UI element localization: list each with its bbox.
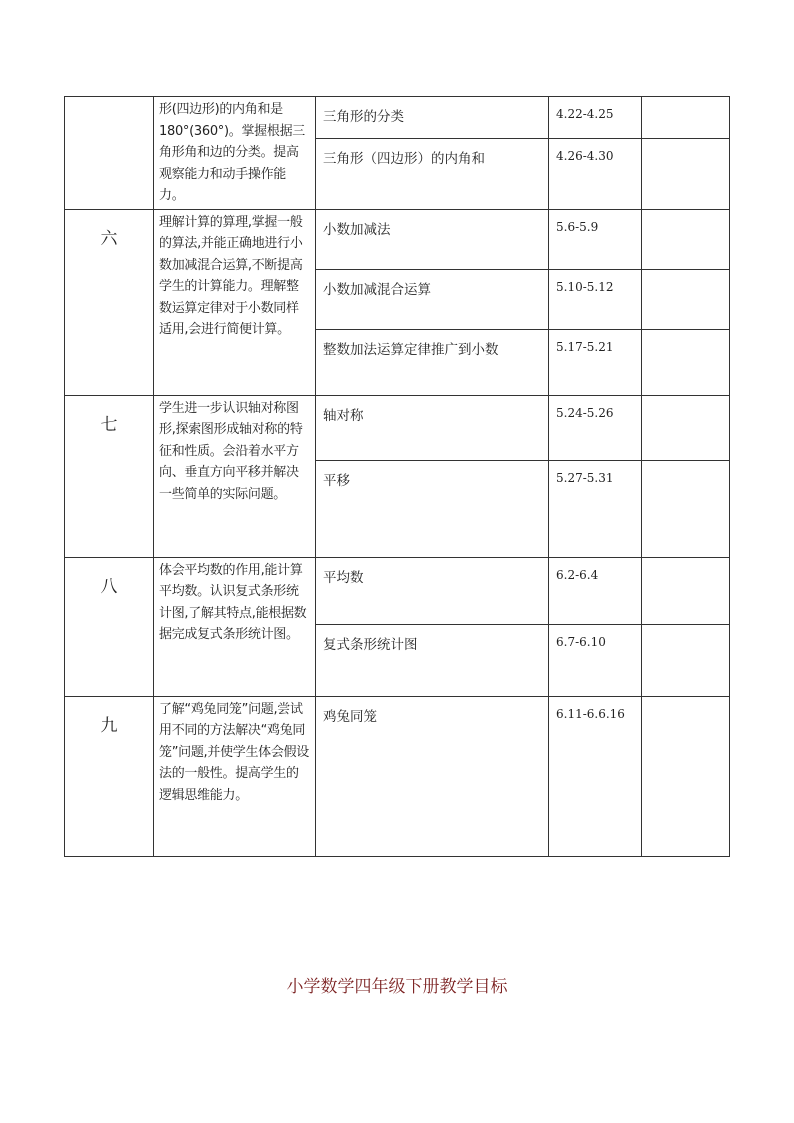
- goal-cell: 理解计算的算理,掌握一般的算法,并能正确地进行小数加减混合运算,不断提高学生的计算能力。理解整数运算定律对于小数同样适用,会进行简便计算。: [154, 209, 316, 395]
- date-cell: 5.24-5.26: [549, 395, 642, 460]
- note-cell: [642, 696, 730, 856]
- lesson-cell: 平均数: [316, 557, 549, 624]
- table-row: [65, 557, 730, 624]
- note-cell: [642, 138, 730, 209]
- date-cell: 5.6-5.9: [549, 209, 642, 269]
- teaching-plan-table: [64, 96, 730, 857]
- note-cell: [642, 624, 730, 696]
- lesson-cell: 三角形的分类: [316, 97, 549, 139]
- section-title: 小学数学四年级下册教学目标: [286, 977, 508, 997]
- table-row: [65, 209, 730, 269]
- table-row: [65, 97, 730, 139]
- date-cell: 5.27-5.31: [549, 460, 642, 557]
- unit-cell: 七: [65, 395, 154, 557]
- date-cell: 4.22-4.25: [549, 97, 642, 139]
- note-cell: [642, 460, 730, 557]
- unit-cell: 六: [65, 209, 154, 395]
- lesson-cell: 鸡兔同笼: [316, 696, 549, 856]
- goal-cell: 学生进一步认识轴对称图形,探索图形成轴对称的特征和性质。会沿着水平方向、垂直方向平移并解决一些简单的实际问题。: [154, 395, 316, 557]
- lesson-cell: 小数加减法: [316, 209, 549, 269]
- date-cell: 6.11-6.6.16: [549, 696, 642, 856]
- note-cell: [642, 209, 730, 269]
- note-cell: [642, 329, 730, 395]
- lesson-cell: 平移: [316, 460, 549, 557]
- table-row: [65, 696, 730, 856]
- date-cell: 5.17-5.21: [549, 329, 642, 395]
- lesson-cell: 整数加法运算定律推广到小数: [316, 329, 549, 395]
- lesson-cell: 复式条形统计图: [316, 624, 549, 696]
- date-cell: 6.7-6.10: [549, 624, 642, 696]
- lesson-cell: 轴对称: [316, 395, 549, 460]
- unit-cell: 九: [65, 696, 154, 856]
- date-cell: 6.2-6.4: [549, 557, 642, 624]
- note-cell: [642, 269, 730, 329]
- unit-cell: [65, 97, 154, 210]
- unit-cell: 八: [65, 557, 154, 696]
- lesson-cell: 三角形（四边形）的内角和: [316, 138, 549, 209]
- goal-cell: 了解“鸡兔同笼”问题,尝试用不同的方法解决“鸡兔同笼”问题,并使学生体会假设法的一般性。提高学生的逻辑思维能力。: [154, 696, 316, 856]
- note-cell: [642, 557, 730, 624]
- table-row: [65, 395, 730, 460]
- note-cell: [642, 395, 730, 460]
- date-cell: 5.10-5.12: [549, 269, 642, 329]
- goal-cell: 体会平均数的作用,能计算平均数。认识复式条形统计图,了解其特点,能根据数据完成复式条形统计图。: [154, 557, 316, 696]
- goal-cell: 形(四边形)的内角和是180°(360°)。掌握根据三角形角和边的分类。提高观察能力和动手操作能力。: [154, 97, 316, 210]
- date-cell: 4.26-4.30: [549, 138, 642, 209]
- lesson-cell: 小数加减混合运算: [316, 269, 549, 329]
- note-cell: [642, 97, 730, 139]
